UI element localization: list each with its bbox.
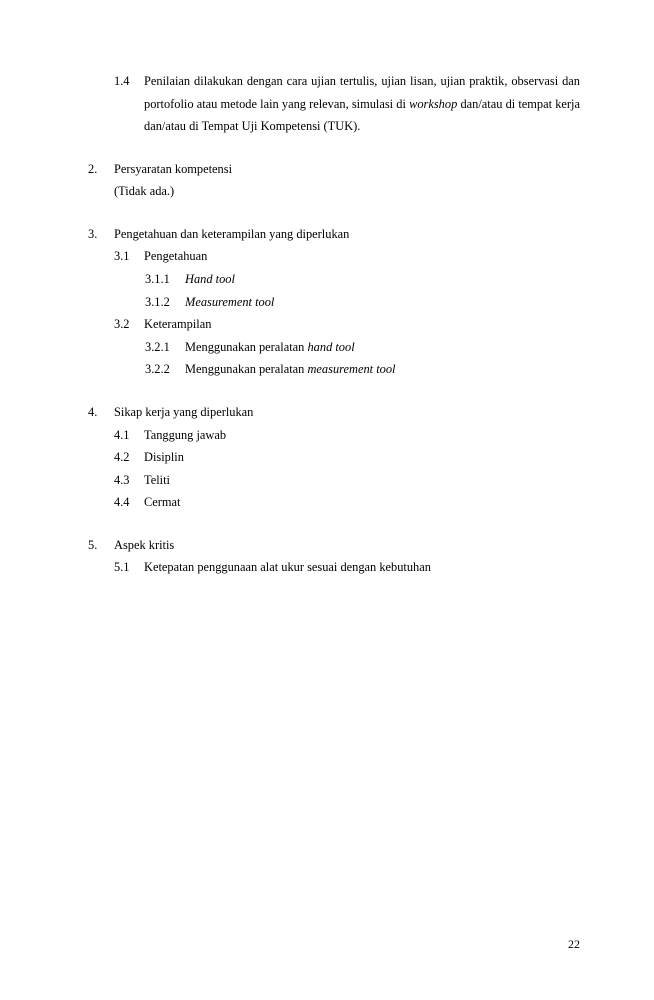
list-item-text: Hand tool — [185, 272, 235, 287]
list-item — [88, 223, 580, 246]
document-body — [88, 70, 580, 579]
list-item — [88, 158, 580, 181]
list-item-text: Measurement tool — [185, 294, 275, 309]
list-item-number: 4.4 — [114, 495, 130, 510]
list-item-note — [88, 180, 580, 203]
list-item — [145, 358, 580, 381]
spacer — [88, 138, 580, 158]
list-item-text: Persyaratan kompetensi — [114, 161, 233, 176]
list-item — [145, 291, 580, 314]
list-item — [114, 70, 580, 138]
list-item-text: Aspek kritis — [114, 537, 175, 552]
list-item — [88, 534, 580, 557]
page-number: 22 — [568, 937, 580, 951]
list-item-text: Menggunakan peralatan measurement tool — [185, 362, 396, 377]
list-item-number: 4. — [88, 404, 98, 419]
list-item — [145, 268, 580, 291]
list-item-text: Tanggung jawab — [144, 427, 227, 442]
spacer — [88, 514, 580, 534]
list-item-number: 3.2.2 — [145, 362, 170, 377]
list-item-number: 3.2 — [114, 317, 130, 332]
list-item — [114, 424, 580, 447]
list-item-number: 3.1.1 — [145, 272, 170, 287]
spacer — [88, 381, 580, 401]
list-item-text: Disiplin — [144, 450, 184, 465]
list-item-text: Keterampilan — [144, 317, 212, 332]
list-item-number: 3.1.2 — [145, 294, 170, 309]
list-item — [114, 491, 580, 514]
list-item-text: (Tidak ada.) — [114, 184, 175, 199]
list-item-number: 4.2 — [114, 450, 130, 465]
list-item-number: 5.1 — [114, 560, 130, 575]
list-item — [114, 556, 580, 579]
list-item-text: Cermat — [144, 495, 181, 510]
list-item-text: Pengetahuan — [144, 249, 208, 264]
list-item-number: 5. — [88, 537, 98, 552]
list-item — [114, 313, 580, 336]
list-item-text: Menggunakan peralatan hand tool — [185, 339, 355, 354]
list-item-number: 1.4 — [114, 74, 130, 88]
list-item — [114, 245, 580, 268]
list-item-text: Pengetahuan dan keterampilan yang diperlukan — [114, 226, 350, 241]
list-item-text: Penilaian dilakukan dengan cara ujian tertulis, ujian lisan, ujian praktik, observasi dan portofolio atau metode lain yang relevan, simulasi di workshop dan/atau di tempat kerja dan/atau di Tempat Uji Kompetensi (TUK). — [144, 74, 580, 134]
list-item-number: 3.1 — [114, 249, 130, 264]
list-item — [114, 469, 580, 492]
list-item-text: Teliti — [144, 472, 170, 487]
spacer — [88, 203, 580, 223]
list-item-number: 2. — [88, 161, 98, 176]
list-item — [114, 446, 580, 469]
list-item-number: 3.2.1 — [145, 339, 170, 354]
list-item-number: 4.1 — [114, 427, 130, 442]
list-item-number: 3. — [88, 226, 98, 241]
list-item-number: 4.3 — [114, 472, 130, 487]
list-item — [88, 401, 580, 424]
list-item-text: Ketepatan penggunaan alat ukur sesuai dengan kebutuhan — [144, 560, 431, 575]
list-item-text: Sikap kerja yang diperlukan — [114, 404, 254, 419]
list-item — [145, 336, 580, 359]
